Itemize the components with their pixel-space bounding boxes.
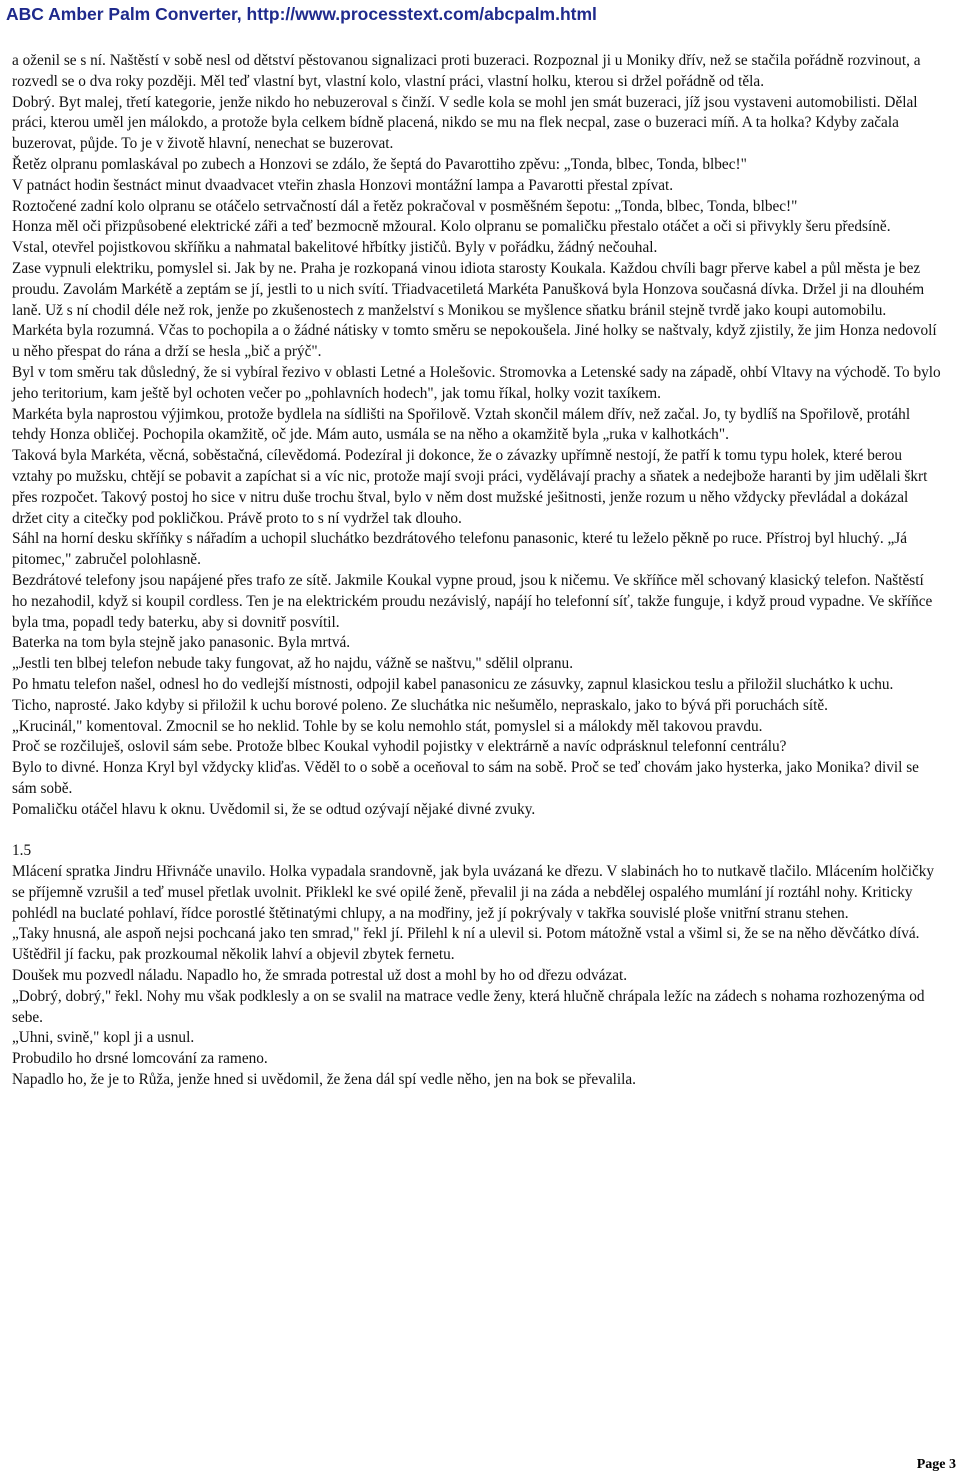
paragraph: Ticho, naprosté. Jako kdyby si přiložil k uchu borové poleno. Ze sluchátka nic nešumělo, nepraskalo, jako to bývá při poruchách sítě.: [12, 696, 828, 714]
paragraph: „Jestli ten blbej telefon nebude taky fungovat, až ho najdu, vážně se naštvu," sdělil olpranu.: [12, 655, 574, 673]
paragraph: „Krucinál," komentoval. Zmocnil se ho neklid. Tohle by se kolu nemohlo stát, pomyslel si a málokdy měl takovou pravdu.: [12, 717, 763, 735]
paragraph: Baterka na tom byla stejně jako panasonic. Byla mrtvá.: [12, 634, 351, 652]
converter-header: [0, 0, 960, 32]
paragraph: Mlácení spratka Jindru Hřivnáče unavilo. Holka vypadala srandovně, jak byla uvázaná ke dřezu. V slabinách ho to nutkavě tlačilo. Mlácením holčičky se příjemně vzrušil a teď musel přetlak uvolnit. Přiklekl ke své opilé ženě, převalil ji na záda a nebdělej ospalého mumlání jí roztáhl nohy. Kriticky pohlédl na buclaté pohlaví, řídce porostlé štětinatými chlupy, a na modřiny, jež jí pokrývaly v takřka souvislé ploše vnitřní stranu stehen.: [12, 863, 935, 922]
paragraph: Po hmatu telefon našel, odnesl ho do vedlejší místnosti, odpojil kabel panasonicu ze zásuvky, zapnul klasickou teslu a přiložil sluchátko k uchu.: [12, 675, 894, 693]
paragraph: Byl v tom směru tak důsledný, že si vybíral řezivo v oblasti Letné a Holešovic. Stromovka a Letenské sady na západě, ohbí Vltavy na východě. To bylo jeho teritorium, kam ještě byl ochoten večer po „pohlavních hodech", jak tomu říkal, holky vozit taxíkem.: [12, 363, 941, 402]
paragraph: Proč se rozčiluješ, oslovil sám sebe. Protože blbec Koukal vyhodil pojistky v elektrárně a navíc odprásknul telefonní centrálu?: [12, 738, 787, 756]
blank-line: [12, 820, 942, 841]
paragraph: „Taky hnusná, ale aspoň nejsi pochcaná jako ten smrad," řekl jí. Přilehl k ní a ulevil si. Potom mátožně vstal a všiml si, že se na něho děvčátko dívá. Uštědřil jí facku, pak prozkoumal několik lahví a objevil zbytek fernetu.: [12, 925, 920, 964]
paragraph: Bezdrátové telefony jsou napájené přes trafo ze sítě. Jakmile Koukal vypne proud, jsou k ničemu. Ve skříňce měl schovaný klasický telefon. Naštěstí ho nezahodil, když si koupil cordless. Ten je na elektrickém proudu nezávislý, napájí ho telefonní síť, takže funguje, i když proud vypadne. Ve skříňce byla tma, popadl tedy baterku, aby si dovnitř posvítil.: [12, 571, 933, 631]
paragraph: Řetěz olpranu pomlaskával po zubech a Honzovi se zdálo, že šeptá do Pavarottiho zpěvu: „Tonda, blbec, Tonda, blbec!": [12, 155, 747, 173]
paragraph: Dobrý. Byt malej, třetí kategorie, jenže nikdo ho nebuzeroval s činží. V sedle kola se mohl jen smát buzeraci, jíž jsou vystaveni automobilisti. Dělal práci, kterou uměl jen málokdo, a protože byla celkem bídně placená, nikdo se mu na flek necpal, zase o buzeraci míň. A ta holka? Kdyby začala buzerovat, půjde. To je v životě hlavní, nenechat se buzerovat.: [12, 93, 918, 153]
paragraph: Roztočené zadní kolo olpranu se otáčelo setrvačností dál a řetěz pokračoval v posměšném šepotu: „Tonda, blbec, Tonda, blbec!": [12, 197, 798, 215]
paragraph: V patnáct hodin šestnáct minut dvaadvacet vteřin zhasla Honzovi montážní lampa a Pavarotti přestal zpívat.: [12, 176, 674, 194]
paragraph: „Uhni, svině," kopl ji a usnul.: [12, 1029, 195, 1047]
paragraph: Honza měl oči přizpůsobené elektrické záři a teď bezmocně mžoural. Kolo olpranu se pomaličku přestalo otáčet a oči si přivykly šeru předsíně.: [12, 218, 891, 236]
paragraph: Sáhl na horní desku skříňky s nářadím a uchopil sluchátko bezdrátového telefonu panasonic, které tu leželo pěkně po ruce. Přístroj byl hluchý. „Já pitomec," zabručel polohlasně.: [12, 530, 908, 569]
paragraph: Napadlo ho, že je to Růža, jenže hned si uvědomil, že žena dál spí vedle něho, jen na bok se převalila.: [12, 1071, 636, 1089]
paragraph: Taková byla Markéta, věcná, soběstačná, cílevědomá. Podezíral ji dokonce, že o závazky upřímně nestojí, že patří k tomu typu holek, které berou vztahy po mužsku, chtějí se pobavit a zapíchat si a víc nic, protože mají svoji práci, vydělávají prachy a sňatek a nedejbože haranti by jim udělali škrt přes rozpočet. Takový postoj ho sice v nitru duše trochu štval, bylo v něm dost mužské ješitnosti, jenže rozum u něho vždycky převládal a dokázal držet city a citečky pod pokličkou. Právě proto to s ní vydržel tak dlouho.: [12, 447, 928, 527]
paragraph: Doušek mu pozvedl náladu. Napadlo ho, že smrada potrestal už dost a mohl by ho od dřezu odvázat.: [12, 967, 628, 985]
paragraph: „Dobrý, dobrý," řekl. Nohy mu však podklesly a on se svalil na matrace vedle ženy, která hlučně chrápala ležíc na zádech s nohama rozhozenýma od sebe.: [12, 987, 925, 1026]
section-number: 1.5: [12, 842, 32, 860]
header-title: ABC Amber Palm Converter, http://www.processtext.com/abcpalm.html: [6, 4, 597, 24]
document-body: [12, 51, 942, 1091]
paragraph: Pomaličku otáčel hlavu k oknu. Uvědomil si, že se odtud ozývají nějaké divné zvuky.: [12, 800, 536, 818]
paragraph: Bylo to divné. Honza Kryl byl vždycky kliďas. Věděl to o sobě a oceňoval to sám na sobě. Proč se teď chovám jako hysterka, jako Monika? divil se sám sobě.: [12, 759, 919, 797]
paragraph: Probudilo ho drsné lomcování za rameno.: [12, 1050, 268, 1068]
paragraph: Markéta byla rozumná. Včas to pochopila a o žádné nátisky v tomto směru se nepokoušela. Jiné holky se naštvaly, když zjistily, že jim Honza nedovolí u něho přespat do rána a drží se hesla „bič a prýč".: [12, 322, 937, 361]
paragraph: Vstal, otevřel pojistkovou skříňku a nahmatal bakelitové hřbítky jističů. Byly v pořádku, žádný nečouhal.: [12, 239, 658, 257]
paragraph: a oženil se s ní. Naštěstí v sobě nesl od dětství pěstovanou signalizaci proti buzeraci. Rozpoznal ji u Moniky dřív, než se stačila pořádně rozvinout, a rozvedl se o dva roky později. Měl teď vlastní byt, vlastní kolo, vlastní práci, vlastní holku, kterou si držel pořádně od těla.: [12, 52, 921, 90]
paragraph: Markéta byla naprostou výjimkou, protože bydlela na sídlišti na Spořilově. Vztah skončil málem dřív, než začal. Jo, ty bydlíš na Spořilově, protáhl tehdy Honza obličej. Pochopila okamžitě, oč jde. Mám auto, usmála se na něho a okamžitě byla „ruka v kalhotkách".: [12, 405, 911, 444]
page-number: Page 3: [916, 1457, 956, 1472]
paragraph: Zase vypnuli elektriku, pomyslel si. Jak by ne. Praha je rozkopaná vinou idiota starosty Koukala. Každou chvíli bagr přerve kabel a půl města je bez proudu. Zavolám Markétě a zeptám se jí, jestli to u nich svítí. Třiadvacetiletá Markéta Panušková byla Honzova současná dívka. Držel ji na dlouhém laně. Už s ní chodil déle než rok, jenže po zkušenostech z manželství s Monikou se myšlence sňatku bránil stejně tvrdě jako koupi automobilu.: [12, 259, 925, 319]
